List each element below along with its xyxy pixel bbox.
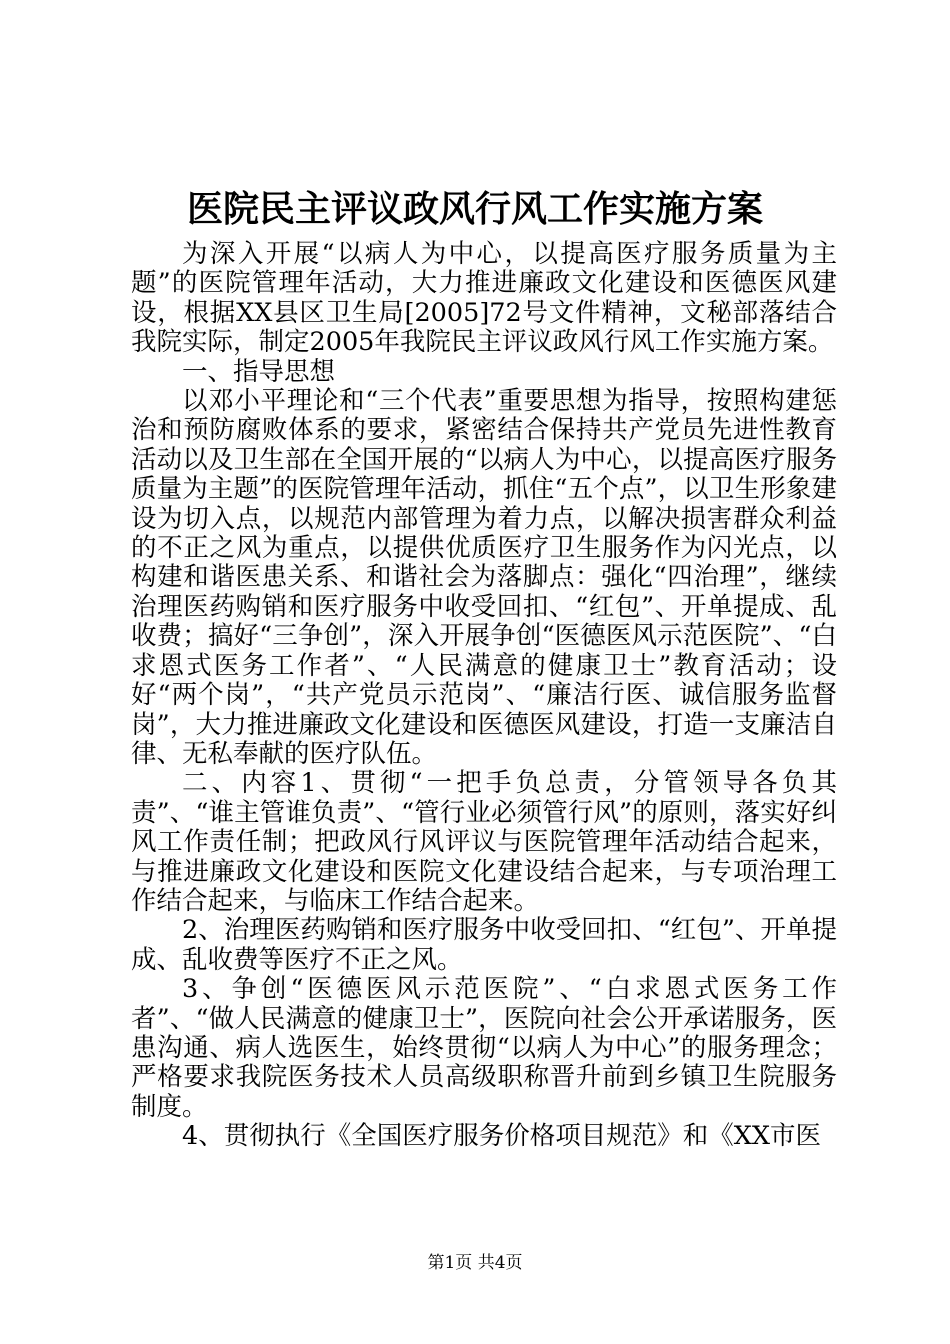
- document-body: [131, 240, 837, 1152]
- page-number-footer: 第1页 共4页: [427, 1253, 523, 1273]
- paragraph-content-item-3: 3、争创“医德医风示范医院”、“白求恩式医务工作者”、“做人民满意的健康卫士”，医院向社会公开承诺服务，医患沟通、病人选医生，始终贯彻“以病人为中心”的服务理念；严格要求我院医务技术人员高级职称晋升前到乡镇卫生院服务制度。: [131, 974, 837, 1122]
- paragraph-intro: 为深入开展“以病人为中心，以提高医疗服务质量为主题”的医院管理年活动，大力推进廉政文化建设和医德医风建设，根据XX县区卫生局[2005]72号文件精神，文秘部落结合我院实际，制定2005年我院民主评议政风行风工作实施方案。: [131, 239, 837, 358]
- document-title: 医院民主评议政风行风工作实施方案: [186, 188, 763, 230]
- paragraph-guiding-ideology: 以邓小平理论和“三个代表”重要思想为指导，按照构建惩治和预防腐败体系的要求，紧密结合保持共产党员先进性教育活动以及卫生部在全国开展的“以病人为中心，以提高医疗服务质量为主题”的医院管理年活动，抓住“五个点”，以卫生形象建设为切入点，以规范内部管理为着力点，以解决损害群众利益的不正之风为重点，以提供优质医疗卫生服务作为闪光点，以构建和谐医患关系、和谐社会为落脚点：强化“四治理”，继续治理医药购销和医疗服务中收受回扣、“红包”、开单提成、乱收费；搞好“三争创”，深入开展争创“医德医风示范医院”、“白求恩式医务工作者”、“人民满意的健康卫士”教育活动；设好“两个岗”，“共产党员示范岗”、“廉洁行医、诚信服务监督岗”，大力推进廉政文化建设和医德医风建设，打造一支廉洁自律、无私奉献的医疗队伍。: [131, 386, 837, 769]
- paragraph-content-item-1: 二、内容1、贯彻“一把手负总责，分管领导各负其责”、“谁主管谁负责”、“管行业必须管行风”的原则，落实好纠风工作责任制；把政风行风评议与医院管理年活动结合起来，与推进廉政文化建设和医院文化建设结合起来，与专项治理工作结合起来，与临床工作结合起来。: [131, 768, 837, 916]
- section-heading-guiding-ideology: 一、指导思想: [182, 356, 336, 387]
- paragraph-content-item-2: 2、治理医药购销和医疗服务中收受回扣、“红包”、开单提成、乱收费等医疗不正之风。: [131, 915, 837, 975]
- paragraph-content-item-4: 4、贯彻执行《全国医疗服务价格项目规范》和《XX市医: [182, 1121, 822, 1152]
